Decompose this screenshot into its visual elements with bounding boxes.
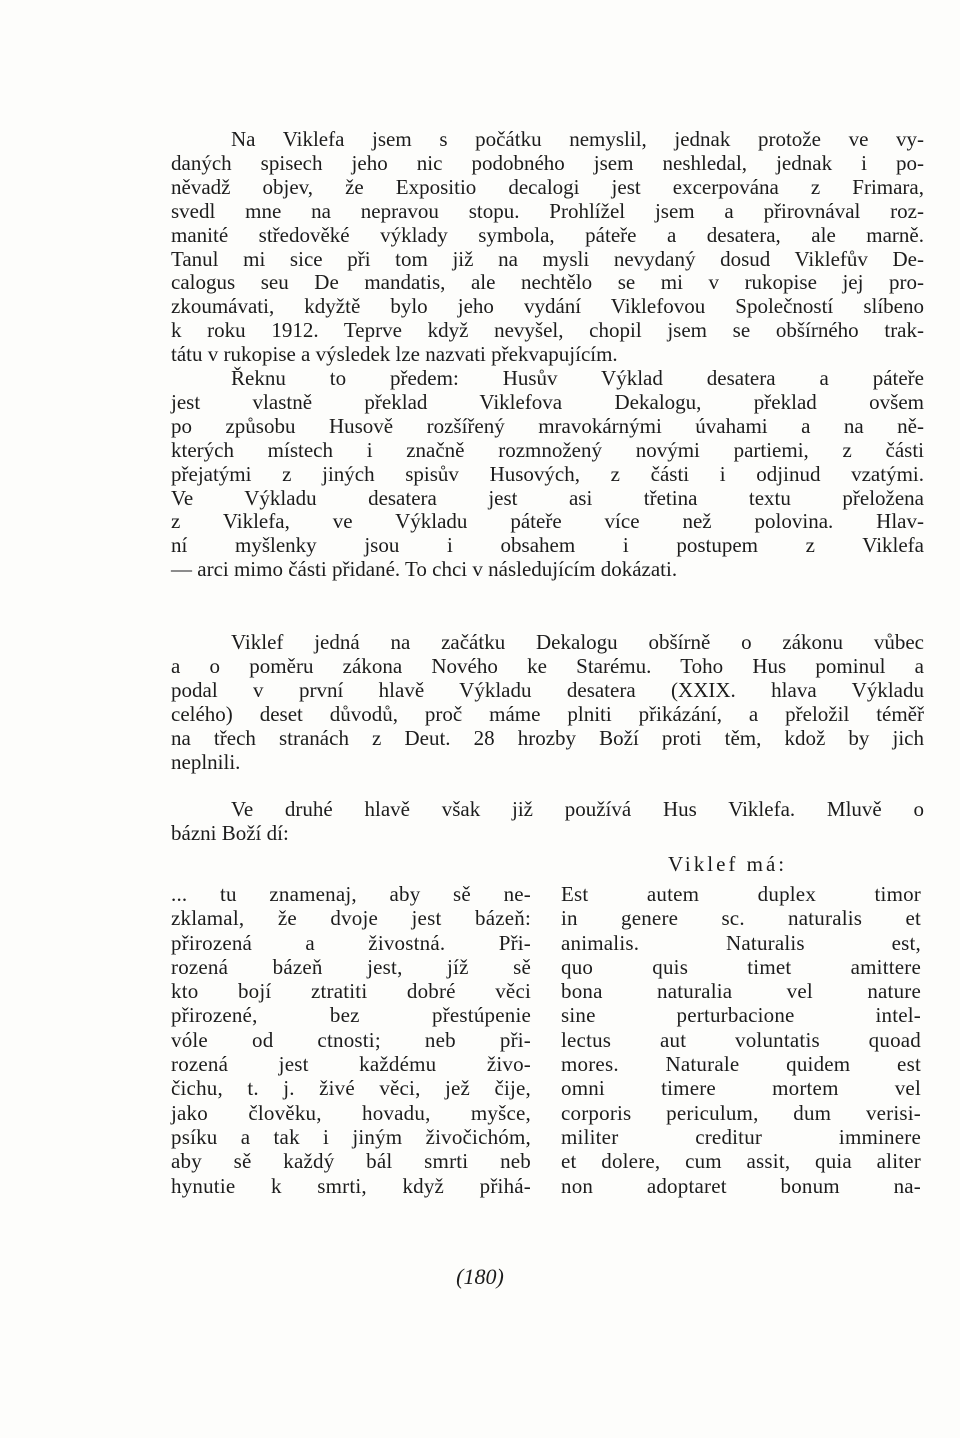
column-line: vóle od ctnosti; neb při- xyxy=(171,1027,531,1052)
text-line: zkoumávati, kdyžtě bylo jeho vydání Viklefovou Společností slíbeno xyxy=(171,294,924,319)
column-line: bona naturalia vel nature xyxy=(561,979,921,1004)
column-line: in genere sc. naturalis et xyxy=(561,906,921,931)
column-line: lectus aut voluntatis quoad xyxy=(561,1027,921,1052)
right-column-heading: Viklef má: xyxy=(668,852,788,876)
text-line: z Viklefa, ve Výkladu páteře více než polovina. Hlav- xyxy=(171,509,924,534)
column-line: kto bojí ztratiti dobré věci xyxy=(171,979,531,1004)
text-line: Řeknu to předem: Husův Výklad desatera a páteře xyxy=(231,366,924,390)
column-line: omni timere mortem vel xyxy=(561,1076,921,1101)
column-line: et dolere, cum assit, quia aliter xyxy=(561,1149,921,1174)
text-line: daných spisech jeho nic podobného jsem neshledal, jednak i po- xyxy=(171,150,924,175)
czech-text-column xyxy=(171,882,531,1198)
column-line: přirozená a živostná. Při- xyxy=(171,930,531,955)
page-number: (180) xyxy=(456,1264,504,1289)
column-line: jako člověku, hovadu, myšce, xyxy=(171,1100,531,1125)
text-line: podal v první hlavě Výkladu desatera (XXIX. hlava Výkladu xyxy=(171,677,924,702)
column-line: čichu, t. j. živé věci, jež čije, xyxy=(171,1076,531,1101)
column-line: rozená jest každému živo- xyxy=(171,1052,531,1077)
paragraph-2 xyxy=(171,367,924,582)
column-line: sine perturbacione intel- xyxy=(561,1003,921,1028)
text-line: Ve Výkladu desatera jest asi třetina textu přeložena xyxy=(171,485,924,510)
column-line: militer creditur imminere xyxy=(561,1124,921,1149)
text-line: Na Viklefa jsem s počátku nemyslil, jednak protože ve vy- xyxy=(231,127,924,151)
column-line: zklamal, že dvoje jest bázeň: xyxy=(171,906,531,931)
column-line: corporis periculum, dum verisi- xyxy=(561,1100,921,1125)
column-line: aby sě každý bál smrti neb xyxy=(171,1149,531,1174)
column-line: Est autem duplex timor xyxy=(561,882,921,906)
text-line: neplnili. xyxy=(171,749,241,774)
paragraph-3 xyxy=(171,631,924,774)
latin-text-column xyxy=(561,882,921,1198)
text-line: tátu v rukopise a výsledek lze nazvati překvapujícím. xyxy=(171,342,618,367)
text-line: Tanul mi sice při tom již na mysli nevydaný dosud Viklefův De- xyxy=(171,246,924,271)
paragraph-1 xyxy=(171,128,924,367)
text-line: manité středověké výklady symbola, páteře a desatera, ale marně. xyxy=(171,222,924,247)
text-line: ní myšlenky jsou i obsahem i postupem z Viklefa xyxy=(171,533,924,558)
text-line: a o poměru zákona Nového ke Starému. Toho Hus pominul a xyxy=(171,653,924,678)
text-line: svedl mne na nepravou stopu. Prohlížel jsem a přirovnával roz- xyxy=(171,198,924,223)
text-line: na třech stranách z Deut. 28 hrozby Boží proti těm, kdož by jich xyxy=(171,725,924,750)
text-line: kterých místech i značně rozmnožený novými partiemi, z části xyxy=(171,437,924,462)
paragraph-4 xyxy=(171,798,924,846)
text-line: něvadž objev, že Expositio decalogi jest excerpována z Frimara, xyxy=(171,174,924,199)
column-line: non adoptaret bonum na- xyxy=(561,1173,921,1198)
text-line: Viklef jedná na začátku Dekalogu obšírně o zákonu vůbec xyxy=(231,630,924,654)
column-line: přirozené, bez přestúpenie xyxy=(171,1003,531,1028)
text-line: celého) deset důvodů, proč máme plniti přikázání, a přeložil téměř xyxy=(171,701,924,726)
column-line: animalis. Naturalis est, xyxy=(561,930,921,955)
column-line: rozená bázeň jest, jíž sě xyxy=(171,954,531,979)
column-line: quo quis timet amittere xyxy=(561,954,921,979)
text-line: calogus seu De mandatis, ale nechtělo se mi v rukopise jej pro- xyxy=(171,270,924,295)
column-line: ... tu znamenaj, aby sě ne- xyxy=(171,882,531,906)
text-line: k roku 1912. Teprve když nevyšel, chopil jsem se obšírného trak- xyxy=(171,318,924,343)
column-line: mores. Naturale quidem est xyxy=(561,1052,921,1077)
text-line: přejatými z jiných spisův Husových, z části i odjinud vzatými. xyxy=(171,461,924,486)
text-line: jest vlastně překlad Viklefova Dekalogu, překlad ovšem xyxy=(171,389,924,414)
text-line: — arci mimo části přidané. To chci v následujícím dokázati. xyxy=(171,557,678,582)
text-line: Ve druhé hlavě však již používá Hus Viklefa. Mluvě o xyxy=(231,797,924,821)
text-line: po způsobu Husově rozšířený mravokárnými úvahami a na ně- xyxy=(171,413,924,438)
column-line: psíku a tak i jiným živočichóm, xyxy=(171,1124,531,1149)
text-line: bázni Boží dí: xyxy=(171,820,289,845)
column-line: hynutie k smrti, když přihá- xyxy=(171,1173,531,1198)
